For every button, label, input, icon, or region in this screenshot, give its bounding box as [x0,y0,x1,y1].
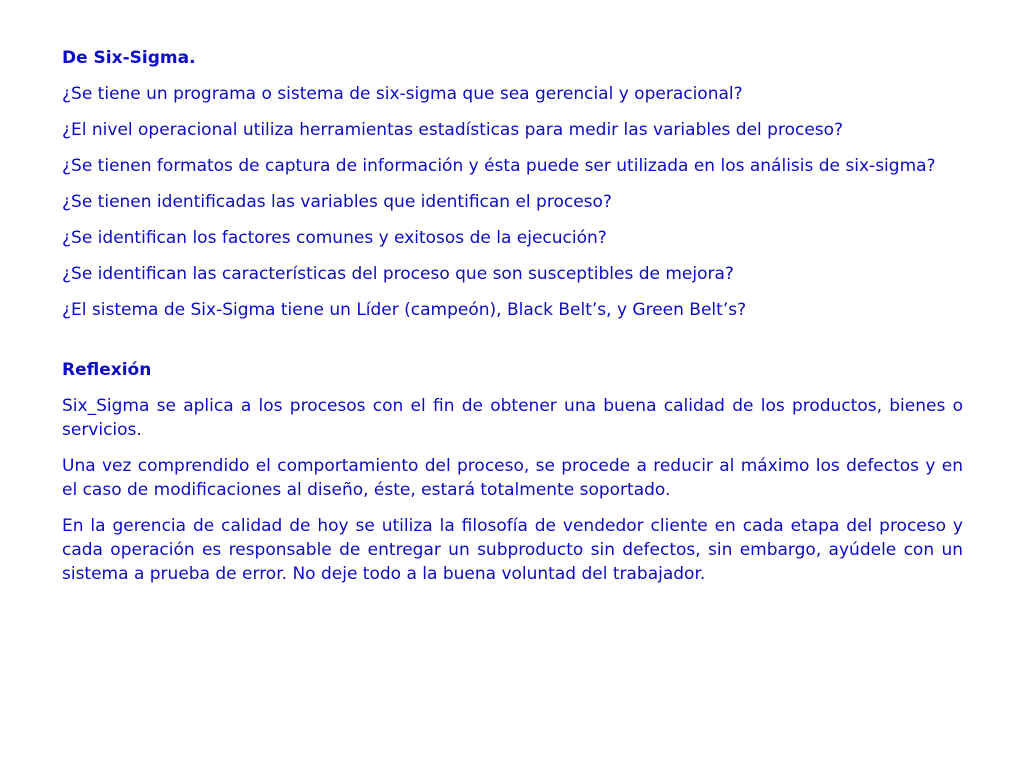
document-page [62,46,963,598]
question-5: ¿Se identifican los factores comunes y exitosos de la ejecución? [62,228,607,248]
question-1: ¿Se tiene un programa o sistema de six-sigma que sea gerencial y operacional? [62,84,743,104]
reflection-paragraph-3: En la gerencia de calidad de hoy se utiliza la filosofía de vendedor cliente en cada etapa del proceso y cada operación es responsable de entregar un subproducto sin defectos, sin embargo, ayúdele con un sistema a prueba de error. No deje todo a la buena voluntad del trabajador. [62,516,963,584]
reflection-paragraph-1: Six_Sigma se aplica a los procesos con el fin de obtener una buena calidad de los productos, bienes o servicios. [62,396,963,440]
question-6: ¿Se identifican las características del proceso que son susceptibles de mejora? [62,264,734,284]
question-2: ¿El nivel operacional utiliza herramientas estadísticas para medir las variables del proceso? [62,120,844,140]
question-3: ¿Se tienen formatos de captura de información y ésta puede ser utilizada en los análisis de six-sigma? [62,156,936,176]
reflection-paragraph-2: Una vez comprendido el comportamiento del proceso, se procede a reducir al máximo los defectos y en el caso de modificaciones al diseño, éste, estará totalmente soportado. [62,456,963,500]
section-title-reflexion: Reflexión [62,360,152,380]
section-divider-space [62,334,963,358]
question-7: ¿El sistema de Six-Sigma tiene un Líder (campeón), Black Belt’s, y Green Belt’s? [62,300,747,320]
question-4: ¿Se tienen identificadas las variables que identifican el proceso? [62,192,612,212]
section-title-six-sigma: De Six-Sigma. [62,48,196,68]
